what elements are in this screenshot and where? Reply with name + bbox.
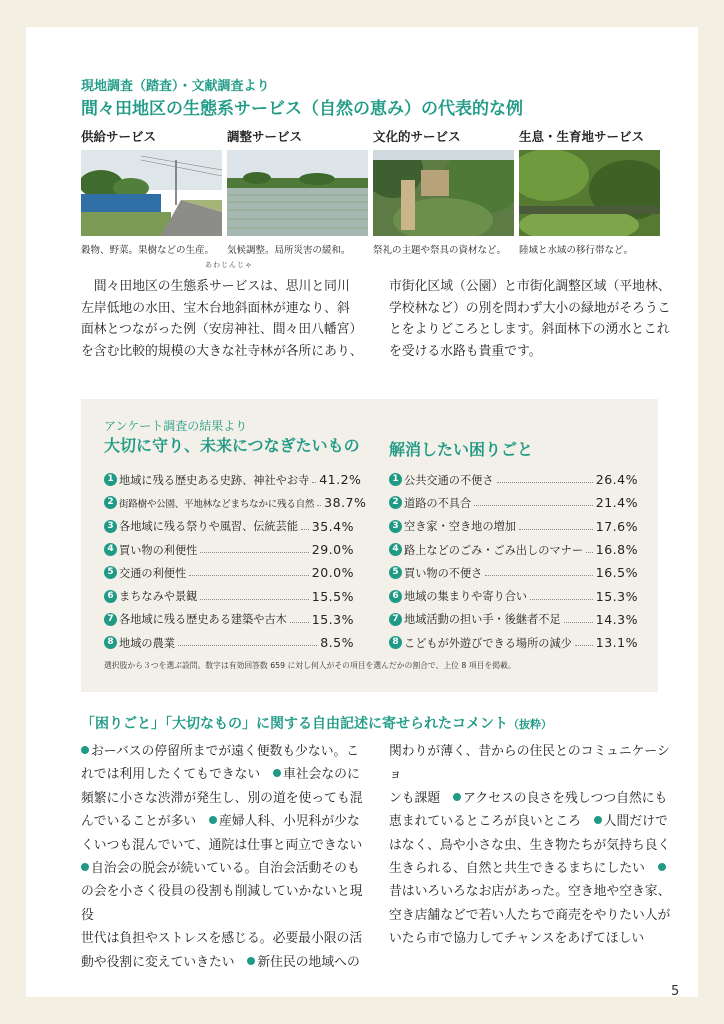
ranking-item: [389, 538, 638, 561]
rank-number-badge: 1: [389, 473, 402, 486]
leader-dots: [200, 552, 308, 553]
body-line: とをよりどころとします。斜面林下の湧水とこれ: [389, 322, 670, 337]
survey-title-problems: 解消したい困りごと: [389, 440, 534, 459]
rank-label: 交通の利便性: [119, 566, 187, 580]
leader-dots: [312, 482, 316, 483]
rank-number-badge: 3: [389, 520, 402, 533]
comments-left-column: [81, 740, 371, 974]
rank-percentage: 16.5%: [595, 565, 638, 581]
leader-dots: [178, 645, 317, 646]
service-label-cultural: 文化的サービス: [373, 129, 461, 144]
rank-number-badge: 6: [104, 590, 117, 603]
rank-percentage: 20.0%: [311, 565, 354, 581]
bullet-icon: [594, 816, 602, 824]
bullet-icon: [209, 816, 217, 824]
leader-dots: [189, 575, 309, 576]
bullet-icon: [273, 769, 281, 777]
rank-label: 地域に残る歴史ある史跡、神社やお寺: [119, 473, 310, 487]
ranking-item: [389, 561, 638, 584]
comment-line: 生きられる、自然と共生できるまちにしたい: [389, 857, 674, 880]
rank-label: 公共交通の不便さ: [404, 473, 494, 487]
caption-provisioning: 穀物、野菜。果樹などの生産。: [81, 245, 215, 256]
bullet-icon: [81, 863, 89, 871]
ranking-item: [104, 608, 354, 631]
rank-label: 路上などのごみ・ごみ出しのマナー: [404, 543, 584, 557]
survey-note: 選択肢から３つを選ぶ設問。数字は有効回答数 659 に対し何人がその項目を選んだかの割合で、上位 8 項目を掲載。: [104, 661, 516, 670]
rank-percentage: 15.5%: [311, 588, 354, 604]
body-line: 学校林など）の別を問わず大小の緑地がそろうこ: [389, 300, 671, 316]
comment-line: の会を小さく役員の役割も削減していかないと現役: [81, 884, 363, 923]
caption-regulating: 気候調整。局所災害の緩和。: [227, 245, 351, 256]
caption-cultural: 祭礼の主題や祭具の資材など。: [373, 245, 507, 256]
body-line: 市街化区域（公園）と市街化調整区域（平地林、: [389, 279, 671, 294]
rank-number-badge: 6: [389, 590, 402, 603]
ranking-item: [389, 631, 638, 654]
comments-title: [81, 713, 552, 733]
rank-number-badge: 2: [389, 496, 402, 509]
leader-dots: [317, 505, 321, 506]
rank-number-badge: 1: [104, 473, 117, 486]
page-number: 5: [671, 984, 680, 999]
rank-number-badge: 7: [104, 613, 117, 626]
rank-label: まちなみや景観: [119, 590, 198, 604]
bullet-icon: [247, 957, 255, 965]
rank-number-badge: 3: [104, 520, 117, 533]
section-subtitle: 現地調査（踏査）・文献調査より: [81, 79, 270, 94]
section-title: 間々田地区の生態系サービス（自然の恵み）の代表的な例: [81, 99, 523, 119]
body-line: 左岸低地の水田、宝木台地斜面林が連なり、斜: [81, 300, 350, 316]
ranking-item: [104, 468, 362, 491]
service-label-habitat: 生息・生育地サービス: [519, 129, 645, 144]
rank-percentage: 15.3%: [311, 611, 354, 627]
leader-dots: [290, 622, 309, 623]
ranking-item: [389, 584, 638, 607]
ranking-item: [104, 561, 354, 584]
comment-line: 自治会の脱会が続いている。自治会活動そのも: [81, 857, 371, 880]
body-line: 面林とつながった例（安房神社、間々田八幡宮）: [81, 322, 363, 337]
cherish-ranking-list: [104, 468, 367, 654]
ruby-awajinja: あわじんじゃ: [205, 261, 253, 269]
rank-number-badge: 8: [104, 636, 117, 649]
problem-ranking-list: [389, 468, 638, 654]
photo-waterside-habitat: [519, 150, 660, 236]
leader-dots: [485, 575, 592, 576]
rank-label: 空き家・空き地の増加: [404, 520, 516, 534]
rank-number-badge: 5: [104, 566, 117, 579]
rank-percentage: 35.4%: [311, 518, 354, 534]
rank-percentage: 14.3%: [595, 611, 638, 627]
comment-line: んでいることが多い 産婦人科、小児科が少な: [81, 814, 360, 830]
body-text-right: [389, 276, 674, 362]
leader-dots: [301, 529, 309, 530]
rank-percentage: 26.4%: [595, 472, 638, 488]
rank-number-badge: 7: [389, 613, 402, 626]
ranking-item: [104, 538, 354, 561]
rank-label: 各地域に残る歴史ある建築や古木: [119, 613, 287, 627]
photo-rice-paddy: [227, 150, 368, 236]
comment-line: おーバスの停留所までが遠く便数も少ない。こ: [81, 740, 371, 763]
survey-title-cherish: 大切に守り、未来につなぎたいもの: [104, 436, 360, 455]
comment-line: 動や役割に変えていきたい 新住民の地域への: [81, 954, 360, 970]
rank-label: 地域の農業: [119, 636, 175, 650]
comments-title-suffix: （抜粋）: [508, 718, 552, 731]
leader-dots: [474, 505, 593, 506]
photo-shrine-forest: [373, 150, 514, 236]
comment-line: くいつも混んでいて、通院は仕事と両立できない: [81, 837, 363, 853]
ranking-item: [104, 631, 354, 654]
photo-farm-road: [81, 150, 222, 236]
ranking-item: [104, 491, 367, 514]
comment-line: 恵まれているところが良いところ 人間だけで: [389, 814, 668, 830]
rank-label: 各地域に残る祭りや風習、伝統芸能: [119, 520, 299, 534]
rank-percentage: 17.6%: [595, 518, 638, 534]
rank-label: こどもが外遊びできる場所の減少: [404, 636, 572, 650]
rank-percentage: 21.4%: [595, 495, 638, 511]
rank-label: 地域の集まりや寄り合い: [404, 590, 528, 604]
body-line: を含む比較的規模の大きな社寺林が各所にあり、: [81, 343, 363, 359]
comment-line: ンも課題 アクセスの良さを残しつつ自然にも: [389, 790, 668, 806]
rank-label: 地域活動の担い手・後継者不足: [404, 613, 561, 627]
rank-percentage: 8.5%: [320, 635, 354, 651]
leader-dots: [530, 599, 593, 600]
rank-label: 道路の不具合: [404, 496, 472, 510]
rank-number-badge: 5: [389, 566, 402, 579]
ranking-item: [389, 608, 638, 631]
rank-percentage: 16.8%: [595, 542, 638, 558]
rank-label: 街路樹や公園、平地林などまちなかに残る自然: [119, 498, 315, 510]
comment-line: いたら市で協力してチャンスをあげてほしい: [389, 931, 645, 947]
rank-number-badge: 2: [104, 496, 117, 509]
ranking-item: [104, 515, 354, 538]
ranking-item: [104, 584, 354, 607]
comments-right-column: [389, 740, 674, 951]
leader-dots: [586, 552, 593, 553]
leader-dots: [575, 645, 593, 646]
comment-line: れでは利用したくてもできない 車社会なのに: [81, 767, 360, 783]
comment-line: はなく、鳥や小さな虫、生き物たちが気持ち良く: [389, 837, 671, 853]
rank-number-badge: 4: [389, 543, 402, 556]
leader-dots: [497, 482, 593, 483]
leader-dots: [564, 622, 593, 623]
body-line: 間々田地区の生態系サービスは、思川と同川: [81, 279, 350, 294]
body-line: を受ける水路も貴重です。: [389, 343, 542, 359]
rank-percentage: 38.7%: [324, 495, 367, 511]
ranking-item: [389, 515, 638, 538]
comment-line: 世代は負担やストレスを感じる。必要最小限の活: [81, 931, 363, 947]
caption-habitat: 陸域と水域の移行帯など。: [519, 245, 634, 256]
service-label-provisioning: 供給サービス: [81, 129, 157, 144]
rank-label: 買い物の不便さ: [404, 566, 483, 580]
service-label-regulating: 調整サービス: [227, 129, 303, 144]
rank-number-badge: 8: [389, 636, 402, 649]
survey-kicker: アンケート調査の結果より: [104, 419, 248, 433]
rank-percentage: 13.1%: [595, 635, 638, 651]
ranking-item: [389, 491, 638, 514]
comment-line: 昔はいろいろなお店があった。空き地や空き家、: [389, 884, 671, 900]
comment-line: 空き店舗などで若い人たちで商売をやりたい人が: [389, 907, 671, 923]
bullet-icon: [81, 746, 89, 754]
leader-dots: [519, 529, 593, 530]
body-text-left: [81, 276, 371, 362]
ranking-item: [389, 468, 638, 491]
comment-line: 頻繁に小さな渋滞が発生し、別の道を使っても混: [81, 790, 363, 806]
rank-number-badge: 4: [104, 543, 117, 556]
comments-title-text: 「困りごと」「大切なもの」に関する自由記述に寄せられたコメント: [81, 716, 508, 732]
bullet-icon: [453, 793, 461, 801]
comment-line: 関わりが薄く、昔からの住民とのコミュニケーショ: [389, 744, 670, 783]
rank-percentage: 15.3%: [595, 588, 638, 604]
rank-percentage: 41.2%: [319, 472, 362, 488]
bullet-icon: [658, 863, 666, 871]
leader-dots: [200, 599, 308, 600]
rank-label: 買い物の利便性: [119, 543, 198, 557]
rank-percentage: 29.0%: [311, 542, 354, 558]
